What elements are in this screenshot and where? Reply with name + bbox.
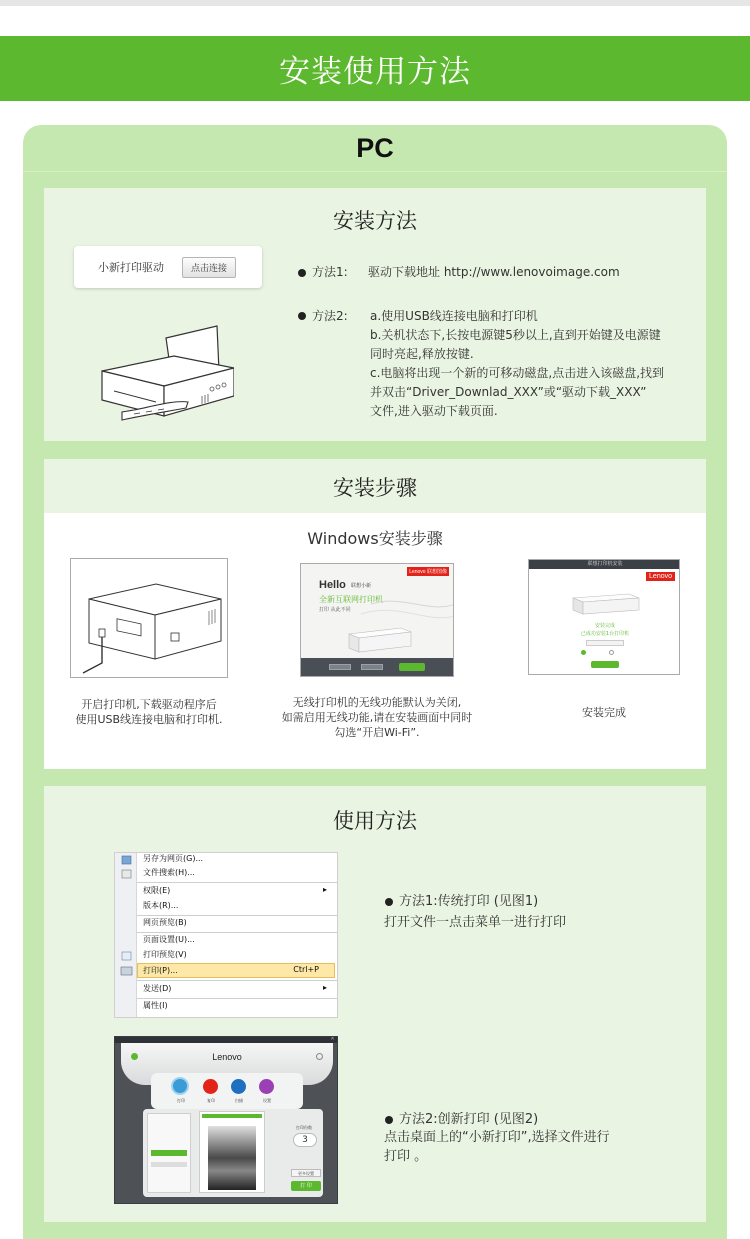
hello-small: 联想小新 (351, 583, 372, 589)
menu-item[interactable] (143, 917, 333, 932)
menu-separator (137, 882, 338, 883)
finish-button[interactable] (591, 661, 619, 668)
option-slider[interactable] (151, 1162, 187, 1167)
menu-item[interactable] (143, 949, 333, 964)
preview-area (199, 1111, 265, 1193)
app-brand: Lenovo (212, 1052, 242, 1062)
step3-caption (528, 705, 680, 720)
radio-icon[interactable] (609, 650, 614, 655)
printer-back-illustration (71, 559, 228, 678)
method1-label: 方法1: (312, 265, 348, 279)
save-web-icon (122, 856, 131, 864)
usage-method2-title: 方法2:创新打印 (见图2) (399, 1112, 539, 1127)
app-tabs (151, 1073, 303, 1109)
printer-illustration (94, 316, 234, 426)
caption-line: 如需启用无线功能,请在安装画面中同时 (281, 711, 473, 724)
lenovo-logo: Lenovo (646, 572, 675, 581)
done-text-2: 已成功安装1台打印机 (580, 631, 630, 637)
menu-item[interactable] (143, 853, 333, 868)
menu-separator (137, 932, 338, 933)
menu-item-label: 打印预览(V) (143, 950, 187, 959)
option-box[interactable] (361, 664, 383, 670)
done-text-1: 安装完成 (594, 623, 615, 629)
method2-line: c.电脑将出现一个新的可移动磁盘,点击进入该磁盘,找到 (370, 366, 665, 380)
menu-item-label: 另存为网页(G)... (143, 854, 204, 863)
more-settings-button[interactable]: 更多设置 (291, 1169, 321, 1177)
menu-item-label: 页面设置(U)... (143, 935, 195, 944)
driver-card (74, 246, 262, 288)
lenovo-badge-text: Lenovo (409, 569, 426, 575)
menu-item-print[interactable] (143, 965, 333, 980)
menu-shortcut: Ctrl+P (293, 965, 319, 974)
menu-item-label: 属性(I) (143, 1001, 168, 1010)
driver-card-label: 小新打印驱动 (98, 261, 164, 274)
printer-icon (121, 967, 132, 975)
lenovo-badge-cn: 联想图像 (426, 569, 447, 575)
print-tab-icon[interactable] (171, 1077, 189, 1095)
app-body (143, 1109, 323, 1197)
file-search-icon (122, 870, 131, 878)
desc-line: 打印 。 (384, 1149, 428, 1164)
radio-icon[interactable] (581, 650, 586, 655)
submenu-arrow-icon: ▸ (322, 983, 327, 992)
menu-item[interactable] (143, 867, 333, 882)
done-info-box (586, 640, 624, 646)
menu-item[interactable] (143, 885, 333, 900)
page-title: 安装使用方法 (279, 54, 471, 90)
tab-print[interactable]: 打印 (177, 1098, 185, 1103)
install-button[interactable] (399, 663, 425, 671)
bullet-icon (298, 312, 306, 320)
caption-line: 无线打印机的无线功能默认为关闭, (292, 696, 462, 709)
caption-line: 勾选“开启Wi-Fi”. (334, 726, 420, 739)
headline-text: 全新互联网打印机 (319, 595, 383, 604)
menu-item[interactable] (143, 934, 333, 949)
step1-caption (58, 697, 240, 727)
caption-line: 开启打印机,下载驱动程序后 (81, 698, 217, 711)
option-box[interactable] (329, 664, 351, 670)
done-window-title: 联想打印机安装 (529, 560, 680, 569)
done-printer-art (569, 588, 641, 618)
install-steps-panel (44, 459, 706, 769)
file-menu-screenshot (114, 852, 338, 1018)
installer-printer-art (301, 594, 454, 664)
tab-settings[interactable]: 设置 (263, 1098, 271, 1103)
top-strip (0, 0, 750, 6)
install-method-panel (44, 188, 706, 441)
page-header (0, 36, 750, 101)
submenu-arrow-icon: ▸ (322, 885, 327, 894)
menu-item[interactable] (143, 900, 333, 915)
settings-tab-icon[interactable] (259, 1079, 274, 1094)
menu-separator (137, 915, 338, 916)
tagline-text: 打印 从此不同 (319, 607, 351, 613)
menu-item[interactable] (143, 983, 333, 998)
usage-method1-desc: 打开文件一点击菜单一进行打印 (384, 915, 567, 930)
usage-panel (44, 786, 706, 1222)
menu-item-label: 权限(E) (143, 886, 171, 895)
bullet-icon (298, 269, 306, 277)
bullet-icon (385, 898, 393, 906)
divider (23, 171, 727, 172)
print-preview-icon (122, 952, 131, 960)
menu-separator (137, 998, 338, 999)
step2-image (300, 563, 454, 677)
menu-item-label: 版本(R)... (143, 901, 179, 910)
method2-line: 文件,进入驱动下载页面. (370, 404, 498, 418)
lenovo-badge (407, 567, 449, 576)
usage-method2-desc (384, 1128, 610, 1166)
caption-line: 使用USB线连接电脑和打印机. (75, 713, 223, 726)
method2-line: 并双击“Driver_Downlad_XXX”或“驱动下载_XXX” (370, 385, 647, 399)
usage-method1-title: 方法1:传统打印 (见图1) (399, 894, 539, 909)
install-steps-title: 安装步骤 (333, 476, 417, 500)
file-bar[interactable] (202, 1114, 262, 1118)
preview-photo (208, 1126, 256, 1190)
copies-stepper[interactable]: 3 (293, 1133, 317, 1147)
menu-item-label: 文件搜索(H)... (143, 868, 195, 877)
method2-line: a.使用USB线连接电脑和打印机 (370, 309, 538, 323)
copy-tab-icon[interactable] (203, 1079, 218, 1094)
step3-image (528, 559, 680, 675)
bullet-icon (385, 1116, 393, 1124)
step1-image (70, 558, 228, 678)
method2-line: 同时亮起,释放按键. (370, 347, 474, 361)
menu-item-label: 发送(D) (143, 984, 172, 993)
method2-line: b.关机状态下,长按电源键5秒以上,直到开始键及电源键 (370, 328, 661, 342)
menu-item-label: 打印(P)... (143, 966, 178, 975)
method2-steps (370, 307, 664, 421)
user-icon[interactable] (131, 1053, 138, 1060)
pc-container (23, 125, 727, 1239)
scan-tab-icon[interactable] (231, 1079, 246, 1094)
close-icon[interactable]: × (329, 1036, 335, 1042)
connect-button[interactable]: 点击连接 (182, 257, 236, 278)
desc-line: 点击桌面上的“小新打印”,选择文件进行 (384, 1130, 610, 1145)
caption-line: 安装完成 (582, 706, 626, 719)
lenovo-app-screenshot (114, 1036, 338, 1204)
printer-options (147, 1113, 191, 1193)
windows-steps-subtitle: Windows安装步骤 (307, 529, 443, 548)
menu-item[interactable] (143, 1000, 333, 1015)
installer-footer (301, 658, 454, 676)
usage-title: 使用方法 (333, 809, 417, 833)
option-selected[interactable] (151, 1150, 187, 1156)
tab-scan[interactable]: 扫描 (235, 1098, 243, 1103)
hello-text: Hello (319, 579, 346, 591)
settings-icon[interactable] (316, 1053, 323, 1060)
menu-icons (120, 853, 134, 1013)
method1-text: 驱动下载地址 http://www.lenovoimage.com (368, 265, 620, 279)
pc-title: PC (356, 132, 394, 163)
print-button[interactable]: 打 印 (291, 1181, 321, 1191)
steps-content (44, 513, 706, 769)
step2-caption (256, 695, 498, 740)
install-method-title: 安装方法 (333, 209, 417, 233)
menu-separator (137, 980, 338, 981)
tab-copy[interactable]: 复印 (207, 1098, 215, 1103)
menu-item-label: 网页预览(B) (143, 918, 187, 927)
copies-label: 打印份数 (296, 1125, 312, 1130)
method2-label: 方法2: (312, 309, 348, 323)
